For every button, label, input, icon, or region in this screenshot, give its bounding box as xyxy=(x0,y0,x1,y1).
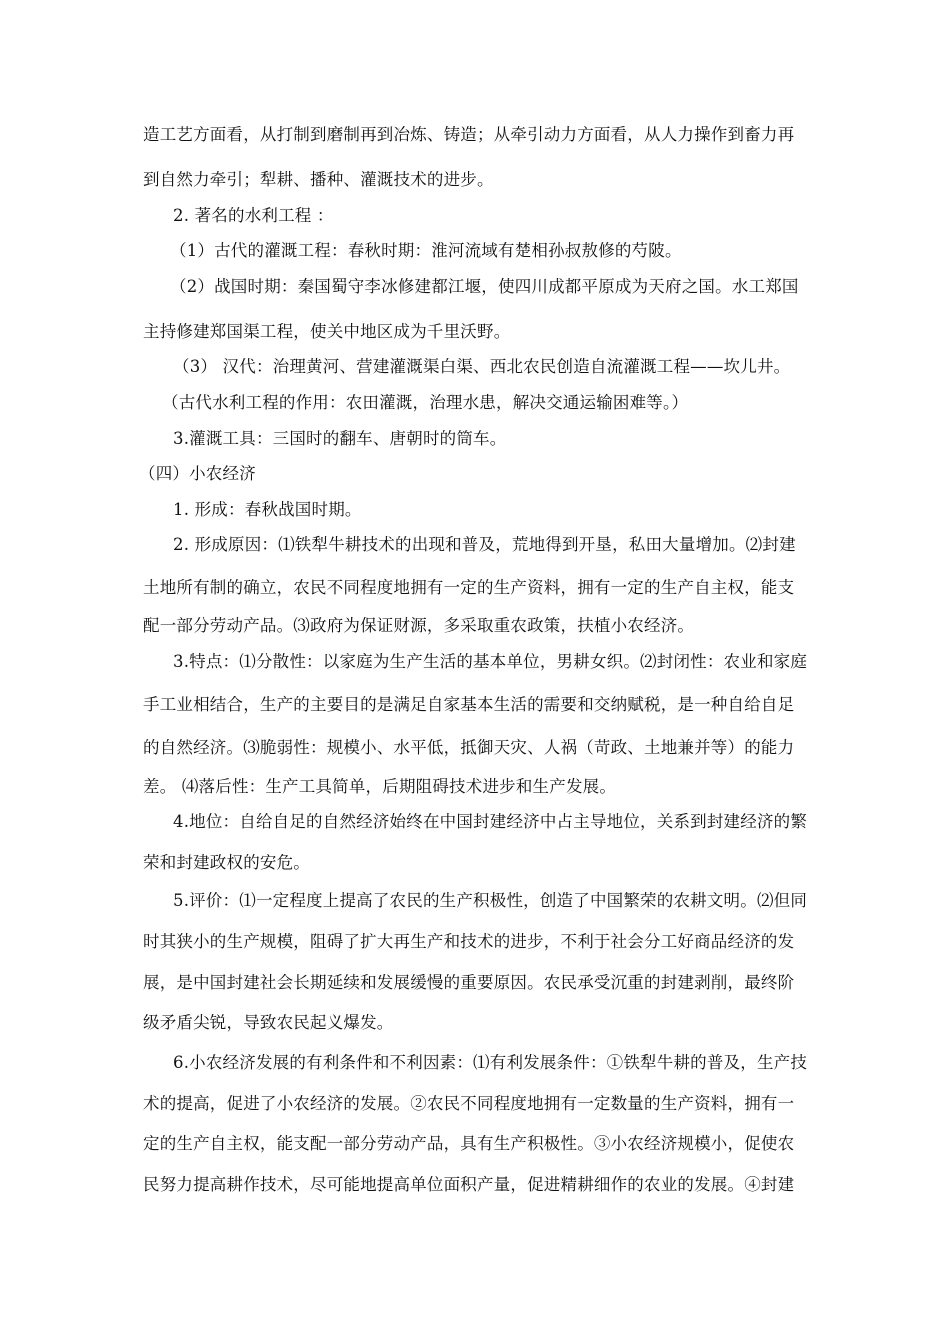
text-line: 手工业相结合，生产的主要目的是满足自家基本生活的需要和交纳赋税，是一种自给自足 xyxy=(143,695,795,714)
text-line: （古代水利工程的作用：农田灌溉，治理水患，解决交通运输困难等。） xyxy=(162,393,689,412)
text-line: 造工艺方面看，从打制到磨制再到冶炼、铸造；从牵引动力方面看，从人力操作到畜力再 xyxy=(143,125,795,144)
text-line: 的自然经济。⑶脆弱性：规模小、水平低，抵御天灾、人祸（苛政、土地兼并等）的能力 xyxy=(143,738,795,757)
text-line: 荣和封建政权的安危。 xyxy=(143,853,310,872)
text-line: 展，是中国封建社会长期延续和发展缓慢的重要原因。农民承受沉重的封建剥削，最终阶 xyxy=(143,973,795,992)
text-line: 6.小农经济发展的有利条件和不利因素：⑴有利发展条件：①铁犁牛耕的普及，生产技 xyxy=(173,1053,808,1072)
text-line: （1）古代的灌溉工程：春秋时期：淮河流域有楚相孙叔敖修的芍陂。 xyxy=(170,241,682,260)
text-line: 配一部分劳动产品。⑶政府为保证财源，多采取重农政策，扶植小农经济。 xyxy=(143,616,695,635)
text-line: 4.地位：自给自足的自然经济始终在中国封建经济中占主导地位，关系到封建经济的繁 xyxy=(173,812,808,831)
text-line: 2. 形成原因：⑴铁犁牛耕技术的出现和普及，荒地得到开垦，私田大量增加。⑵封建 xyxy=(173,535,796,554)
text-line: 3.特点：⑴分散性：以家庭为生产生活的基本单位，男耕女织。⑵封闭性：农业和家庭 xyxy=(173,652,808,671)
text-line: 3.灌溉工具：三国时的翻车、唐朝时的筒车。 xyxy=(173,429,507,448)
text-line: 术的提高，促进了小农经济的发展。②农民不同程度地拥有一定数量的生产资料，拥有一 xyxy=(143,1094,795,1113)
text-line: 1. 形成：春秋战国时期。 xyxy=(173,500,362,519)
text-line: 2. 著名的水利工程 ： xyxy=(173,206,334,225)
text-line: 主持修建郑国渠工程，使关中地区成为千里沃野。 xyxy=(143,322,511,341)
text-line: 土地所有制的确立，农民不同程度地拥有一定的生产资料，拥有一定的生产自主权，能支 xyxy=(143,578,795,597)
section-heading: （四）小农经济 xyxy=(139,464,256,483)
text-line: 5.评价：⑴一定程度上提高了农民的生产积极性，创造了中国繁荣的农耕文明。⑵但同 xyxy=(173,891,808,910)
text-line: 差。 ⑷落后性：生产工具简单，后期阻碍技术进步和生产发展。 xyxy=(143,777,617,796)
text-line: 到自然力牵引；犁耕、播种、灌溉技术的进步。 xyxy=(143,170,494,189)
text-line: 时其狭小的生产规模，阻碍了扩大再生产和技术的进步，不利于社会分工好商品经济的发 xyxy=(143,932,795,951)
text-line: 定的生产自主权，能支配一部分劳动产品，具有生产积极性。③小农经济规模小，促使农 xyxy=(143,1134,795,1153)
text-line: 民努力提高耕作技术，尽可能地提高单位面积产量，促进精耕细作的农业的发展。④封建 xyxy=(143,1175,795,1194)
text-line: 级矛盾尖锐，导致农民起义爆发。 xyxy=(143,1013,394,1032)
text-line: （3） 汉代：治理黄河、营建灌溉渠白渠、西北农民创造自流灌溉工程——坎儿井。 xyxy=(173,357,791,376)
text-line: （2）战国时期：秦国蜀守李冰修建都江堰，使四川成都平原成为天府之国。水工郑国 xyxy=(170,277,799,296)
